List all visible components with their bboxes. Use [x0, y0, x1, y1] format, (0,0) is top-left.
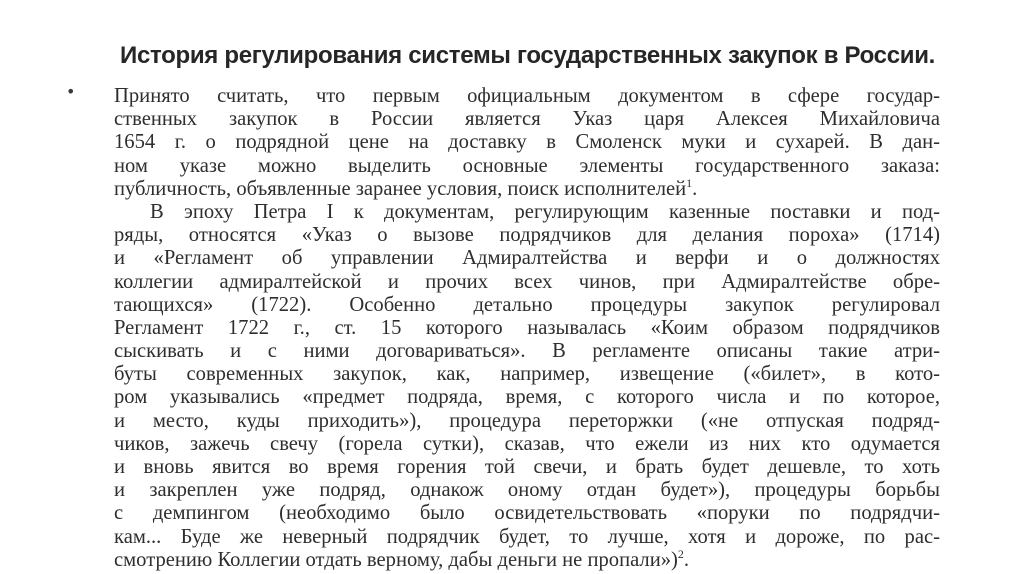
text-line: и «Регламент об управлении Адмиралтейства и верфи и о должностях — [114, 247, 940, 270]
slide-title: История регулирования системы государственных закупок в России. — [120, 42, 936, 69]
body-text — [114, 85, 940, 572]
text-line: с демпингом (необходимо было освидетельствовать «поруки по подрядчи- — [114, 502, 940, 525]
text-line: буты современных закупок, как, например, извещение («билет», в кото- — [114, 363, 940, 386]
bullet-marker: • — [66, 82, 76, 101]
text-line — [114, 175, 940, 201]
text-line: ром указывались «предмет подряда, время, с которого числа и по которое, — [114, 386, 940, 409]
text-line: ственных закупок в России является Указ царя Алексея Михайловича — [114, 108, 940, 131]
text-line: чиков, зажечь свечу (горела сутки), сказав, что ежели из них кто одумается — [114, 432, 940, 455]
text-line: Регламент 1722 г., ст. 15 которого называлась «Коим образом подрядчиков — [114, 316, 940, 339]
text-line: 1654 г. о подрядной цене на доставку в Смоленск муки и сухарей. В дан- — [114, 131, 940, 154]
period: . — [692, 177, 698, 200]
text-line: Принято считать, что первым официальным документом в сфере государ- — [114, 85, 940, 107]
text-line — [114, 546, 940, 572]
period: . — [683, 548, 690, 571]
text-line: В эпоху Петра I к документам, регулирующим казенные поставки и под- — [150, 200, 940, 223]
text-line: сыскивать и с ними договариваться». В регламенте описаны такие атри- — [114, 340, 940, 363]
footnote-ref-2: 2 — [677, 546, 684, 561]
text-line: тающихся» (1722). Особенно детально процедуры закупок регулировал — [114, 293, 940, 316]
text-line: ном указе можно выделить основные элементы государственного заказа: — [114, 154, 940, 177]
text-line: кам... Буде же неверный подрядчик будет, то лучше, хотя и дороже, по рас- — [114, 525, 940, 548]
footnote-ref-1: 1 — [686, 175, 693, 190]
text-line: и место, куды приходить»), процедура переторжки («не отпуская подряд- — [114, 409, 940, 432]
text-line-content: смотрению Коллегии отдать верному, дабы деньги не пропали») — [114, 548, 678, 571]
text-line: и вновь явится во время горения той свечи, и брать будет дешевле, то хоть — [114, 456, 940, 478]
text-line-content: публичность, объявленные заранее условия, поиск исполнителей — [114, 177, 687, 200]
text-line: коллегии адмиралтейской и прочих всех чинов, при Адмиралтействе обре- — [114, 270, 940, 293]
text-line: и закреплен уже подряд, однакож оному отдан будет»), процедуры борьбы — [114, 479, 940, 502]
text-line: ряды, относятся «Указ о вызове подрядчиков для делания пороха» (1714) — [114, 224, 940, 247]
